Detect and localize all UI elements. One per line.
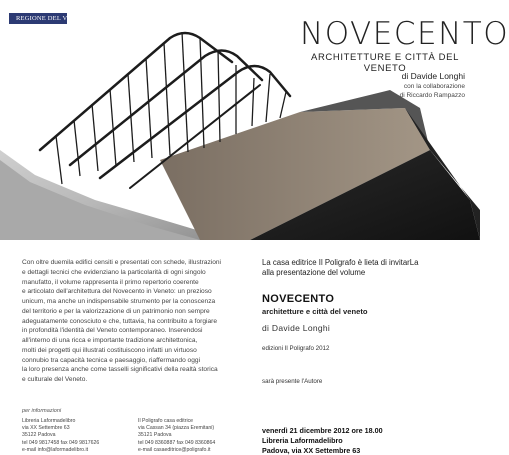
contact-line: 35122 Padova xyxy=(22,432,56,439)
book-subtitle: architetture e città del veneto xyxy=(262,307,368,316)
description-line: in profondità l'identità del Veneto contemporaneo. Inserendosi xyxy=(22,327,203,335)
page-subtitle: ARCHITETTURE E CITTÀ DEL VENETO xyxy=(311,52,459,74)
description-line: e articolato dell'architettura del Novecento in Veneto: un prezioso xyxy=(22,288,212,296)
description-line: la loro presenza anche come tasselli significativi della realtà storica xyxy=(22,366,218,374)
description-line: molti dei progetti qui illustrati costituiscono infatti un virtuoso xyxy=(22,346,197,354)
description-line: connubio tra capacità tecnica e paesaggio, riaffermando oggi xyxy=(22,356,201,364)
description-line: e culturale del Veneto. xyxy=(22,376,88,383)
description-line: all'interno di una ricca e importante tradizione architettonica, xyxy=(22,337,198,344)
contact-line: Il Poligrafo casa editrice xyxy=(138,418,194,424)
description-line: e dettagli tecnici che evidenziano la particolarità di ogni singolo xyxy=(22,268,206,276)
collaboration-line: con la collaborazione xyxy=(403,83,465,90)
invitation-line: alla presentazione del volume xyxy=(262,268,366,277)
invitation-line: La casa editrice Il Poligrafo è lieta di invitarLa xyxy=(262,258,419,267)
bookstore-contact xyxy=(22,418,99,454)
collaborator-name: di Riccardo Rampazzo xyxy=(399,92,465,99)
invitation-text xyxy=(262,258,472,278)
contact-line: tel 049 8360887 fax 049 8360864 xyxy=(138,439,216,446)
contact-email[interactable]: e-mail info@laformadelibro.it xyxy=(22,446,89,453)
contact-line: via Cassan 34 (piazza Eremitani) xyxy=(138,425,215,432)
event-date: venerdì 21 dicembre 2012 ore 18.00 xyxy=(262,426,383,435)
contact-line: Libreria Laformadelibro xyxy=(22,418,76,424)
contact-line: tel 049 9817458 fax 049 9817626 xyxy=(22,439,100,446)
description-line: unicum, ma anche un indispensabile strumento per la conoscenza xyxy=(22,298,216,305)
publisher-contact xyxy=(138,418,215,454)
edition-info: edizioni Il Poligrafo 2012 xyxy=(262,345,330,352)
description-line: adeguatamente conosciuto e che, tuttavia, ha contribuito a forgiare xyxy=(22,317,218,325)
description-line: del territorio e per la valorizzazione di un patrimonio non sempre xyxy=(22,307,210,315)
book-author: di Davide Longhi xyxy=(262,323,331,333)
book-description xyxy=(22,258,232,385)
contact-line: via XX Settembre 63 xyxy=(22,425,70,432)
logo-text: REGIONE DEL VENETO xyxy=(16,15,90,22)
info-label: per informazioni xyxy=(22,408,62,414)
description-line: manufatto, il volume rappresenta il primo repertorio coerente xyxy=(22,278,199,286)
event-address: Padova, via XX Settembre 63 xyxy=(262,446,361,455)
region-logo xyxy=(9,13,90,24)
author-presence: sarà presente l'Autore xyxy=(262,378,323,385)
page-title: NOVECENTO xyxy=(300,16,509,52)
contact-email[interactable]: e-mail casaeditrice@poligrafo.it xyxy=(138,446,211,453)
book-title: NOVECENTO xyxy=(262,293,335,305)
event-venue: Libreria Laformadelibro xyxy=(262,436,343,445)
author-name: di Davide Longhi xyxy=(401,71,465,81)
contact-line: 35121 Padova xyxy=(138,432,172,439)
description-line: Con oltre duemila edifici censiti e presentati con schede, illustrazioni xyxy=(22,259,222,266)
